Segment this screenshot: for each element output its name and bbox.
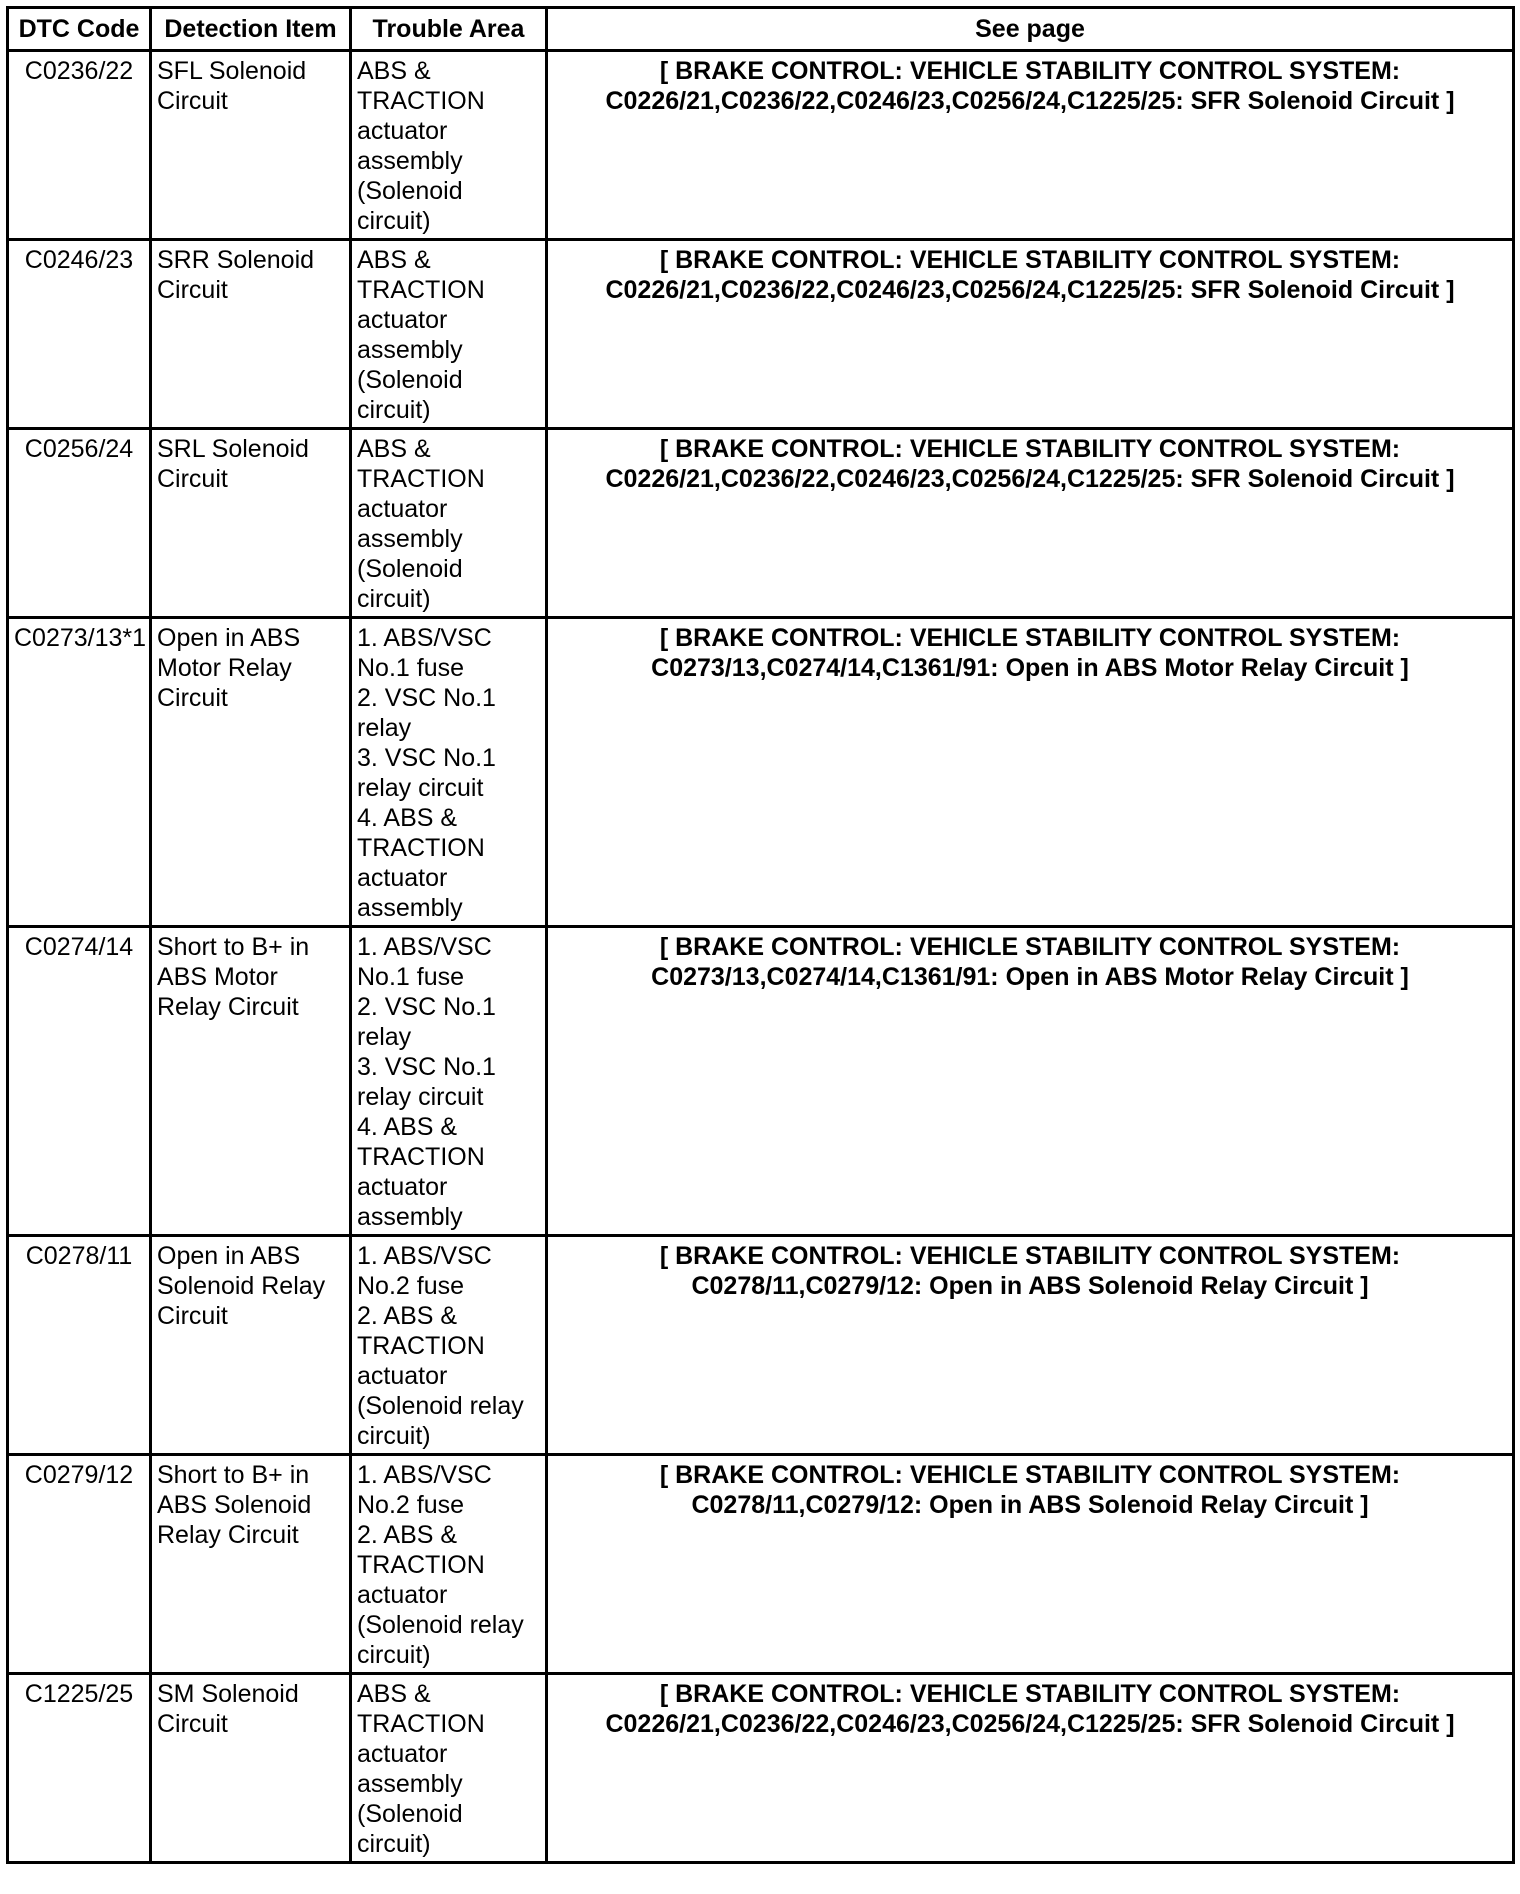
header-dtc-code: DTC Code xyxy=(8,8,151,51)
see-page-link[interactable]: [ BRAKE CONTROL: VEHICLE STABILITY CONTROL SYSTEM: C0278/11,C0279/12: Open in ABS Solenoid Relay Circuit ] xyxy=(547,1455,1514,1674)
table-row xyxy=(8,618,1514,927)
table-row xyxy=(8,1674,1514,1863)
see-page-link[interactable]: [ BRAKE CONTROL: VEHICLE STABILITY CONTROL SYSTEM: C0226/21,C0236/22,C0246/23,C0256/24,C1225/25: SFR Solenoid Circuit ] xyxy=(547,51,1514,240)
table-row xyxy=(8,429,1514,618)
table-header-row xyxy=(8,8,1514,51)
trouble-area-line: 1. ABS/VSC No.1 fuse xyxy=(357,933,492,991)
trouble-area-line: 4. ABS & TRACTION actuator assembly xyxy=(357,1113,485,1231)
document-page xyxy=(6,6,1512,1864)
detection-item-cell: Open in ABS Solenoid Relay Circuit xyxy=(151,1236,351,1455)
dtc-code-cell: C0274/14 xyxy=(8,927,151,1236)
trouble-area-line: 1. ABS/VSC No.2 fuse xyxy=(357,1242,492,1300)
detection-item-cell: SRL Solenoid Circuit xyxy=(151,429,351,618)
trouble-area-line: 1. ABS/VSC No.2 fuse xyxy=(357,1461,492,1519)
trouble-area-cell xyxy=(351,240,547,429)
table-body xyxy=(8,51,1514,1863)
detection-item-cell: Open in ABS Motor Relay Circuit xyxy=(151,618,351,927)
see-page-link[interactable]: [ BRAKE CONTROL: VEHICLE STABILITY CONTROL SYSTEM: C0226/21,C0236/22,C0246/23,C0256/24,C1225/25: SFR Solenoid Circuit ] xyxy=(547,240,1514,429)
table-row xyxy=(8,1236,1514,1455)
table-row xyxy=(8,51,1514,240)
see-page-link[interactable]: [ BRAKE CONTROL: VEHICLE STABILITY CONTROL SYSTEM: C0226/21,C0236/22,C0246/23,C0256/24,C1225/25: SFR Solenoid Circuit ] xyxy=(547,1674,1514,1863)
dtc-code-cell: C1225/25 xyxy=(8,1674,151,1863)
dtc-code-cell: C0279/12 xyxy=(8,1455,151,1674)
dtc-code-cell: C0236/22 xyxy=(8,51,151,240)
trouble-area-line: 2. ABS & TRACTION actuator (Solenoid relay circuit) xyxy=(357,1302,524,1450)
detection-item-cell: SM Solenoid Circuit xyxy=(151,1674,351,1863)
trouble-area-cell xyxy=(351,1236,547,1455)
trouble-area-line: 1. ABS/VSC No.1 fuse xyxy=(357,624,492,682)
dtc-code-cell: C0278/11 xyxy=(8,1236,151,1455)
dtc-code-cell: C0256/24 xyxy=(8,429,151,618)
trouble-area-cell xyxy=(351,618,547,927)
trouble-area-cell xyxy=(351,1674,547,1863)
table-row xyxy=(8,240,1514,429)
header-trouble-area: Trouble Area xyxy=(351,8,547,51)
table-row xyxy=(8,1455,1514,1674)
trouble-area-line: 2. ABS & TRACTION actuator (Solenoid relay circuit) xyxy=(357,1521,524,1669)
detection-item-cell: SFL Solenoid Circuit xyxy=(151,51,351,240)
header-see-page: See page xyxy=(547,8,1514,51)
see-page-link[interactable]: [ BRAKE CONTROL: VEHICLE STABILITY CONTROL SYSTEM: C0273/13,C0274/14,C1361/91: Open in ABS Motor Relay Circuit ] xyxy=(547,927,1514,1236)
see-page-link[interactable]: [ BRAKE CONTROL: VEHICLE STABILITY CONTROL SYSTEM: C0226/21,C0236/22,C0246/23,C0256/24,C1225/25: SFR Solenoid Circuit ] xyxy=(547,429,1514,618)
table-row xyxy=(8,927,1514,1236)
trouble-area-line: ABS & TRACTION actuator assembly (Solenoid circuit) xyxy=(357,435,485,613)
trouble-area-line: 3. VSC No.1 relay circuit xyxy=(357,744,496,802)
trouble-area-line: 2. VSC No.1 relay xyxy=(357,993,496,1051)
trouble-area-line: 2. VSC No.1 relay xyxy=(357,684,496,742)
trouble-area-cell xyxy=(351,927,547,1236)
see-page-link[interactable]: [ BRAKE CONTROL: VEHICLE STABILITY CONTROL SYSTEM: C0278/11,C0279/12: Open in ABS Solenoid Relay Circuit ] xyxy=(547,1236,1514,1455)
detection-item-cell: SRR Solenoid Circuit xyxy=(151,240,351,429)
trouble-area-cell xyxy=(351,51,547,240)
see-page-link[interactable]: [ BRAKE CONTROL: VEHICLE STABILITY CONTROL SYSTEM: C0273/13,C0274/14,C1361/91: Open in ABS Motor Relay Circuit ] xyxy=(547,618,1514,927)
trouble-area-line: 3. VSC No.1 relay circuit xyxy=(357,1053,496,1111)
trouble-area-line: ABS & TRACTION actuator assembly (Solenoid circuit) xyxy=(357,246,485,424)
trouble-area-line: 4. ABS & TRACTION actuator assembly xyxy=(357,804,485,922)
trouble-area-line: ABS & TRACTION actuator assembly (Solenoid circuit) xyxy=(357,57,485,235)
dtc-code-cell: C0273/13*1 xyxy=(8,618,151,927)
trouble-area-cell xyxy=(351,1455,547,1674)
trouble-area-cell xyxy=(351,429,547,618)
dtc-table xyxy=(6,6,1515,1864)
header-detection-item: Detection Item xyxy=(151,8,351,51)
dtc-code-cell: C0246/23 xyxy=(8,240,151,429)
trouble-area-line: ABS & TRACTION actuator assembly (Solenoid circuit) xyxy=(357,1680,485,1858)
detection-item-cell: Short to B+ in ABS Solenoid Relay Circuit xyxy=(151,1455,351,1674)
detection-item-cell: Short to B+ in ABS Motor Relay Circuit xyxy=(151,927,351,1236)
